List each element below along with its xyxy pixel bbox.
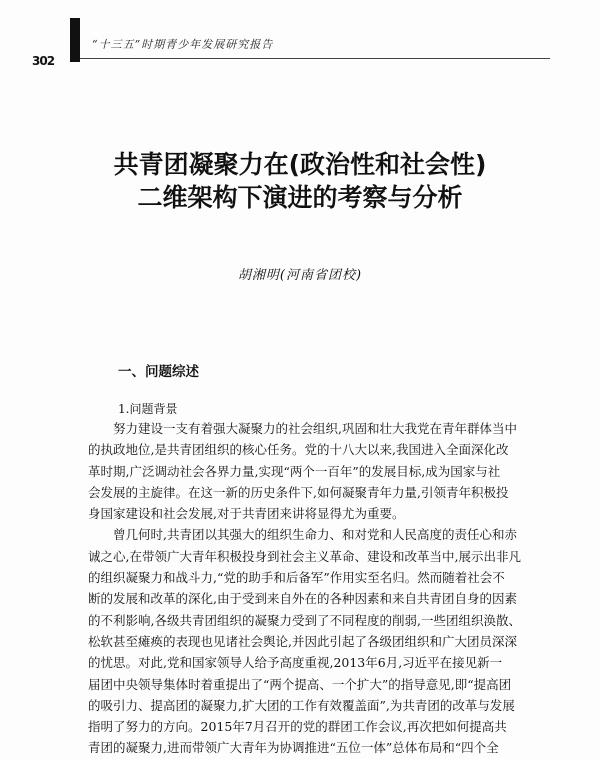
body-line: 会发展的主旋律。在这一新的历史条件下,如何凝聚青年力量,引领青年积极投: [88, 484, 509, 500]
body-line: 的执政地位,是共青团组织的核心任务。党的十八大以来,我国进入全面深化改: [88, 442, 509, 458]
section-heading: 一、问题综述: [118, 364, 199, 380]
body-line: 断的发展和改革的深化,由于受到来自外在的各种因素和来自共青团自身的因素: [88, 591, 517, 607]
body-line: 革时期,广泛调动社会各界力量,实现“两个一百年”的发展目标,成为国家与社: [88, 463, 501, 479]
running-head: “十三五”时期青少年发展研究报告: [92, 38, 274, 51]
body-line: 诚之心,在带领广大青年积极投身到社会主义革命、建设和改革当中,展示出非凡: [88, 548, 521, 564]
body-line: 的组织凝聚力和战斗力,“党的助手和后备军”作用实至名归。然而随着社会不: [88, 570, 505, 586]
body-line: 的忧思。对此,党和国家领导人给予高度重视,2013年6月,习近平在接见新一: [88, 655, 503, 671]
body-line: 青团的凝聚力,进而带领广大青年为协调推进“五位一体”总体布局和“四个全: [88, 740, 499, 756]
author-line: 胡湘明(河南省团校): [237, 268, 363, 283]
body-line: 松软甚至瘫痪的表现也见诸社会舆论,并因此引起了各级团组织和广大团员深深: [88, 633, 517, 649]
subsection-heading: 1.问题背景: [118, 402, 178, 416]
body-text: [88, 418, 556, 759]
article-title-line-2: 二维架构下演进的考察与分析: [137, 183, 463, 212]
article-title-line-1: 共青团凝聚力在(政治性和社会性): [113, 150, 487, 179]
body-line: 曾几何时,共青团以其强大的组织生命力、和对党和人民高度的责任心和赤: [113, 527, 517, 543]
header-rule: [80, 58, 550, 59]
page-number: 302: [32, 54, 55, 68]
body-line: 届团中央领导集体时着重提出了“两个提高、一个扩大”的指导意见,即“提高团: [88, 676, 512, 692]
body-line: 身国家建设和社会发展,对于共青团来讲将显得尤为重要。: [88, 506, 405, 522]
body-line: 努力建设一支有着强大凝聚力的社会组织,巩固和壮大我党在青年群体当中: [113, 421, 517, 436]
body-line: 指明了努力的方向。2015年7月召开的党的群团工作会议,再次把如何提高共: [88, 719, 507, 735]
header-bar: [70, 18, 80, 62]
body-line: 的不利影响,各级共青团组织的凝聚力受到了不同程度的削弱,一些团组织涣散、: [88, 612, 521, 628]
body-line: 的吸引力、提高团的凝聚力,扩大团的工作有效覆盖面”,为共青团的改革与发展: [88, 697, 515, 713]
